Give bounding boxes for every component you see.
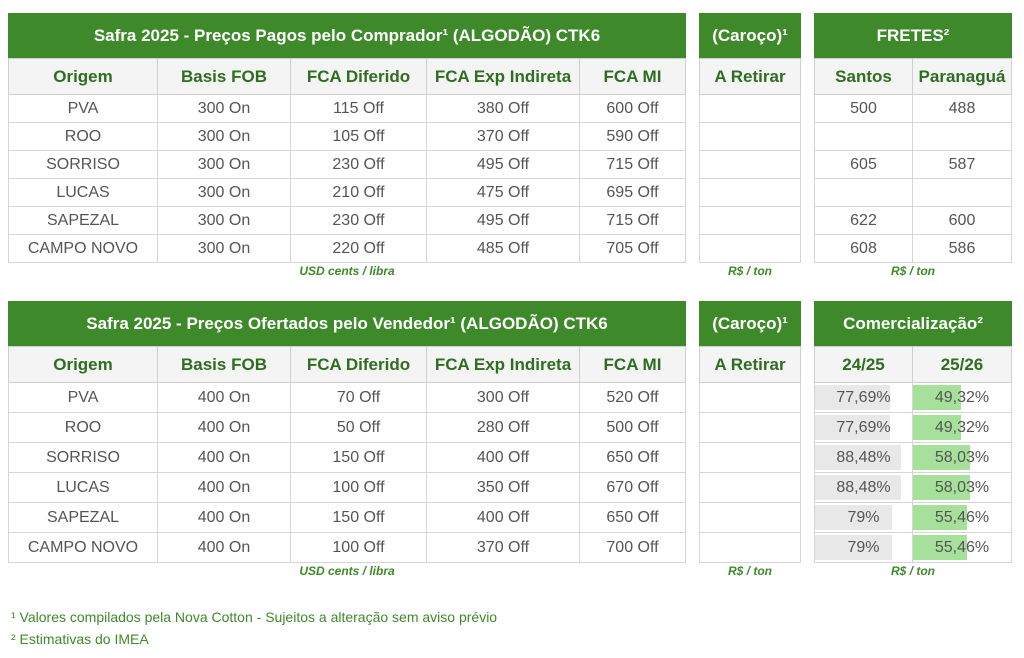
- table-cell: 475 Off: [426, 179, 579, 206]
- caroco-unit: R$ / ton: [728, 264, 772, 278]
- table-cell: LUCAS: [56, 478, 110, 496]
- table-cell: 400 On: [157, 383, 290, 412]
- table-cell: 650 Off: [579, 443, 685, 472]
- percent-value: 88,48%: [836, 478, 891, 496]
- percent-cell: [912, 383, 1011, 412]
- table-cell: 300 On: [157, 179, 290, 206]
- table-cell: 586: [912, 235, 1011, 262]
- table-cell: 350 Off: [426, 473, 579, 502]
- table-cell: 300 On: [157, 235, 290, 262]
- percent-value: 79%: [847, 538, 880, 556]
- percent-value: 77,69%: [836, 388, 891, 406]
- percent-value: 49,32%: [934, 418, 990, 436]
- column-header: Paranaguá: [912, 59, 1011, 94]
- table-cell: 50 Off: [290, 413, 426, 442]
- table-row: [8, 473, 686, 503]
- table-cell: 400 Off: [426, 503, 579, 532]
- percent-cell: [912, 473, 1011, 502]
- table-cell: 300 On: [157, 123, 290, 150]
- percent-value: 55,46%: [934, 538, 990, 556]
- table-row: [8, 151, 686, 179]
- table1-main: [8, 13, 686, 263]
- caroco-title: (Caroço)¹: [699, 301, 801, 346]
- table-cell: [815, 123, 912, 150]
- column-header: A Retirar: [714, 66, 786, 86]
- table2-comercializacao: [814, 301, 1012, 563]
- table-cell: 600 Off: [579, 95, 685, 122]
- table-cell: [700, 443, 800, 472]
- percent-cell: [815, 413, 912, 442]
- table-row: [814, 235, 1012, 263]
- percent-value: 88,48%: [836, 448, 891, 466]
- table1-fretes: [814, 13, 1012, 263]
- table-row: [814, 151, 1012, 179]
- column-header: FCA MI: [579, 59, 685, 94]
- table-cell: [700, 179, 800, 206]
- table-cell: 500 Off: [579, 413, 685, 442]
- table-row: [8, 123, 686, 151]
- fretes-unit: R$ / ton: [891, 264, 935, 278]
- table-row: [699, 123, 801, 151]
- table-cell: 300 On: [157, 95, 290, 122]
- caroco-column-header: [699, 58, 801, 95]
- table-cell: 300 On: [157, 151, 290, 178]
- table-cell: 230 Off: [290, 151, 426, 178]
- table-cell: [700, 473, 800, 502]
- table-cell: 70 Off: [290, 383, 426, 412]
- table-row: [699, 95, 801, 123]
- column-header: FCA Exp Indireta: [426, 347, 579, 382]
- footnote-2: ² Estimativas do IMEA: [11, 631, 149, 647]
- table-row: [8, 413, 686, 443]
- table-cell: 587: [912, 151, 1011, 178]
- table-row: [699, 413, 801, 443]
- table-row: [814, 207, 1012, 235]
- table-row: [814, 443, 1012, 473]
- table-row: [699, 235, 801, 263]
- column-header: FCA Diferido: [290, 59, 426, 94]
- fretes-title: FRETES²: [814, 13, 1012, 58]
- column-header: Basis FOB: [157, 347, 290, 382]
- percent-value: 79%: [847, 508, 880, 526]
- table-cell: 485 Off: [426, 235, 579, 262]
- table-cell: 715 Off: [579, 207, 685, 234]
- column-header: FCA MI: [579, 347, 685, 382]
- table-cell: CAMPO NOVO: [27, 239, 139, 257]
- table1-caroco: [699, 13, 801, 263]
- table-row: [699, 383, 801, 413]
- table-cell: 380 Off: [426, 95, 579, 122]
- table-cell: 300 Off: [426, 383, 579, 412]
- table2-unit: USD cents / libra: [299, 564, 395, 578]
- table-cell: 100 Off: [290, 533, 426, 562]
- table-cell: SORRISO: [46, 155, 120, 173]
- percent-value: 58,03%: [934, 478, 990, 496]
- table-row: [814, 473, 1012, 503]
- table-cell: 230 Off: [290, 207, 426, 234]
- table-row: [814, 533, 1012, 563]
- percent-cell: [815, 443, 912, 472]
- table-cell: 495 Off: [426, 207, 579, 234]
- table-row: [699, 151, 801, 179]
- table-cell: 400 On: [157, 503, 290, 532]
- table-cell: 590 Off: [579, 123, 685, 150]
- column-header: 24/25: [842, 354, 885, 374]
- table-cell: ROO: [64, 418, 102, 436]
- table-cell: [912, 179, 1011, 206]
- caroco-title: (Caroço)¹: [699, 13, 801, 58]
- table-cell: 150 Off: [290, 503, 426, 532]
- table2-main: [8, 301, 686, 563]
- comercializacao-title: Comercialização²: [814, 301, 1012, 346]
- table-row: [814, 123, 1012, 151]
- table-cell: 280 Off: [426, 413, 579, 442]
- percent-cell: [912, 533, 1011, 562]
- table-cell: SORRISO: [46, 448, 120, 466]
- table2-column-header: [8, 346, 686, 383]
- table-row: [699, 503, 801, 533]
- table-row: [699, 179, 801, 207]
- percent-cell: [912, 503, 1011, 532]
- table-row: [8, 207, 686, 235]
- table-row: [814, 413, 1012, 443]
- table2-title: Safra 2025 - Preços Ofertados pelo Vendedor¹ (ALGODÃO) CTK6: [8, 301, 686, 346]
- fretes-column-header: [814, 58, 1012, 95]
- percent-value: 58,03%: [934, 448, 990, 466]
- table-cell: 220 Off: [290, 235, 426, 262]
- table-cell: SAPEZAL: [46, 211, 120, 229]
- table-row: [699, 207, 801, 235]
- percent-cell: [815, 533, 912, 562]
- table-cell: [700, 151, 800, 178]
- table-row: [814, 179, 1012, 207]
- table1-unit: USD cents / libra: [299, 264, 395, 278]
- table1-title: Safra 2025 - Preços Pagos pelo Comprador¹ (ALGODÃO) CTK6: [8, 13, 686, 58]
- table-cell: 210 Off: [290, 179, 426, 206]
- table-cell: 488: [912, 95, 1011, 122]
- column-header: Basis FOB: [157, 59, 290, 94]
- table-cell: 400 On: [157, 533, 290, 562]
- table-cell: 700 Off: [579, 533, 685, 562]
- percent-cell: [912, 443, 1011, 472]
- column-header: Origem: [53, 66, 113, 86]
- table-cell: CAMPO NOVO: [27, 538, 139, 556]
- table-cell: 715 Off: [579, 151, 685, 178]
- percent-cell: [815, 473, 912, 502]
- table-cell: 400 On: [157, 473, 290, 502]
- comercializacao-column-header: [814, 346, 1012, 383]
- table-cell: 608: [850, 239, 877, 257]
- table-cell: 650 Off: [579, 503, 685, 532]
- table-row: [8, 235, 686, 263]
- table-cell: 115 Off: [290, 95, 426, 122]
- table-row: [8, 503, 686, 533]
- table-cell: LUCAS: [56, 183, 110, 201]
- column-header: 25/26: [912, 347, 1011, 382]
- table-row: [8, 383, 686, 413]
- footnote-1: ¹ Valores compilados pela Nova Cotton - Sujeitos a alteração sem aviso prévio: [11, 609, 498, 625]
- table-cell: 605: [850, 155, 877, 173]
- table-cell: [700, 123, 800, 150]
- percent-value: 49,32%: [934, 388, 990, 406]
- table-cell: PVA: [67, 99, 99, 117]
- table-cell: 670 Off: [579, 473, 685, 502]
- table-row: [8, 443, 686, 473]
- table-cell: [700, 383, 800, 412]
- caroco-column-header: [699, 346, 801, 383]
- table-cell: 622: [850, 211, 877, 229]
- column-header: Origem: [53, 354, 113, 374]
- table-cell: [700, 533, 800, 562]
- table-cell: 150 Off: [290, 443, 426, 472]
- table-row: [699, 443, 801, 473]
- percent-value: 77,69%: [836, 418, 891, 436]
- table-cell: 695 Off: [579, 179, 685, 206]
- percent-cell: [815, 503, 912, 532]
- table1-column-header: [8, 58, 686, 95]
- table-row: [814, 383, 1012, 413]
- table-row: [8, 533, 686, 563]
- table-cell: 370 Off: [426, 123, 579, 150]
- table-cell: 400 On: [157, 443, 290, 472]
- table-cell: 300 On: [157, 207, 290, 234]
- table-cell: 705 Off: [579, 235, 685, 262]
- table-cell: 100 Off: [290, 473, 426, 502]
- comercializacao-unit: R$ / ton: [891, 564, 935, 578]
- caroco-unit: R$ / ton: [728, 564, 772, 578]
- percent-cell: [815, 383, 912, 412]
- table-cell: [700, 235, 800, 262]
- table-cell: [815, 179, 912, 206]
- table-row: [8, 95, 686, 123]
- column-header: FCA Exp Indireta: [426, 59, 579, 94]
- table-cell: PVA: [67, 388, 99, 406]
- table-cell: [912, 123, 1011, 150]
- table-row: [814, 503, 1012, 533]
- table-cell: 600: [912, 207, 1011, 234]
- column-header: A Retirar: [714, 354, 786, 374]
- table-cell: 400 Off: [426, 443, 579, 472]
- percent-cell: [912, 413, 1011, 442]
- table-cell: [700, 503, 800, 532]
- table-cell: 370 Off: [426, 533, 579, 562]
- table-cell: ROO: [64, 127, 102, 145]
- table-cell: [700, 95, 800, 122]
- table-cell: 105 Off: [290, 123, 426, 150]
- table-row: [699, 473, 801, 503]
- table-cell: 520 Off: [579, 383, 685, 412]
- table-row: [8, 179, 686, 207]
- table-cell: [700, 207, 800, 234]
- table-row: [699, 533, 801, 563]
- table-cell: [700, 413, 800, 442]
- percent-value: 55,46%: [934, 508, 990, 526]
- table-cell: 400 On: [157, 413, 290, 442]
- table2-caroco: [699, 301, 801, 563]
- table-cell: 495 Off: [426, 151, 579, 178]
- table-cell: SAPEZAL: [46, 508, 120, 526]
- table-row: [814, 95, 1012, 123]
- table-cell: 500: [850, 99, 877, 117]
- column-header: FCA Diferido: [290, 347, 426, 382]
- column-header: Santos: [835, 66, 892, 86]
